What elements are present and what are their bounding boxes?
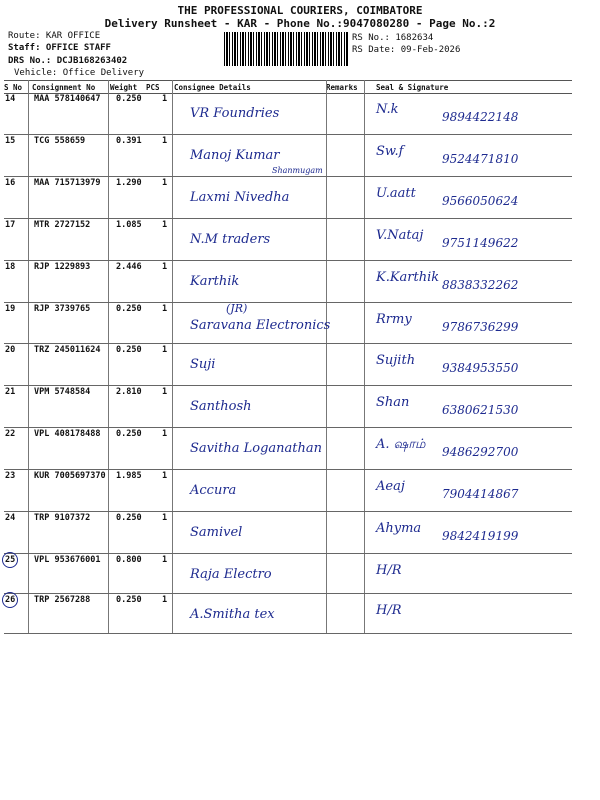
phone-handwritten: 9566050624: [442, 194, 519, 208]
signature-handwritten: V.Nataj: [376, 228, 424, 243]
signature-handwritten: N.k: [376, 102, 399, 117]
table-row: [4, 593, 572, 634]
pcs-count: 1: [162, 136, 168, 146]
serial-number: 21: [5, 387, 16, 397]
signature-handwritten: Sw.f: [376, 144, 404, 159]
consignee-handwritten: Santhosh: [190, 399, 252, 414]
phone-handwritten: 6380621530: [442, 403, 519, 417]
col-remarks: Remarks: [326, 83, 358, 92]
pcs-count: 1: [162, 387, 168, 397]
serial-number: 25: [5, 555, 16, 565]
consignee-handwritten: Laxmi Nivedha: [190, 190, 290, 205]
signature-handwritten: H/R: [376, 563, 402, 578]
signature-handwritten: A. ஷாம்: [376, 437, 426, 452]
phone-handwritten: 9842419199: [442, 529, 519, 543]
pcs-count: 1: [162, 513, 168, 523]
consignment-number: KUR 7005697370: [34, 471, 106, 481]
col-pcs: PCS: [146, 83, 160, 92]
consignment-number: TRZ 245011624: [34, 345, 101, 355]
consignee-handwritten: Suji: [190, 357, 216, 372]
vehicle-info: Vehicle: Office Delivery: [14, 68, 145, 78]
phone-handwritten: 9894422148: [442, 110, 519, 124]
weight-value: 2.810: [116, 387, 142, 397]
consignment-number: VPL 408178488: [34, 429, 101, 439]
pcs-count: 1: [162, 595, 168, 605]
serial-number: 16: [5, 178, 16, 188]
signature-handwritten: Aeaj: [376, 479, 405, 494]
consignment-number: MAA 715713979: [34, 178, 101, 188]
consignee-handwritten-note: (JR): [226, 302, 248, 315]
col-consignee: Consignee Details: [174, 83, 251, 92]
table-row: [4, 92, 572, 135]
signature-handwritten: U.aatt: [376, 186, 416, 201]
pcs-count: 1: [162, 345, 168, 355]
weight-value: 1.985: [116, 471, 142, 481]
consignee-handwritten: Raja Electro: [190, 567, 272, 582]
consignment-number: TRP 2567288: [34, 595, 91, 605]
company-title: THE PROFESSIONAL COURIERS, COIMBATORE: [177, 4, 423, 17]
consignment-number: TRP 9107372: [34, 513, 91, 523]
staff-info: Staff: OFFICE STAFF: [8, 43, 111, 53]
rs-number: RS No.: 1682634: [352, 33, 434, 43]
table-row: [4, 511, 572, 554]
weight-value: 0.250: [116, 345, 142, 355]
consignee-handwritten: Savitha Loganathan: [190, 441, 323, 456]
pcs-count: 1: [162, 94, 168, 104]
table-row: [4, 302, 572, 344]
signature-handwritten: K.Karthik: [376, 270, 440, 285]
serial-number: 22: [5, 429, 16, 439]
serial-number: 17: [5, 220, 16, 230]
consignment-number: MTR 2727152: [34, 220, 91, 230]
consignment-number: RJP 1229893: [34, 262, 91, 272]
circled-serial-mark: [2, 552, 18, 568]
consignee-handwritten: N.M traders: [190, 232, 271, 247]
weight-value: 1.085: [116, 220, 142, 230]
table-row: [4, 385, 572, 428]
weight-value: 0.250: [116, 513, 142, 523]
signature-handwritten: Ahyma: [376, 521, 422, 536]
col-consignment: Consignment No: [32, 83, 96, 92]
pcs-count: 1: [162, 429, 168, 439]
serial-number: 23: [5, 471, 16, 481]
consignment-number: TCG 558659: [34, 136, 86, 146]
phone-handwritten: 9751149622: [442, 236, 519, 250]
consignee-handwritten: A.Smitha tex: [190, 607, 275, 622]
col-sno: S No: [4, 83, 23, 92]
consignee-handwritten: VR Foundries: [190, 106, 280, 121]
consignee-handwritten: Karthik: [190, 274, 240, 289]
table-row: [4, 176, 572, 219]
consignee-handwritten: Manoj Kumar: [190, 148, 280, 163]
table-row: [4, 553, 572, 594]
pcs-count: 1: [162, 178, 168, 188]
phone-handwritten: 9524471810: [442, 152, 519, 166]
signature-handwritten: Shan: [376, 395, 410, 410]
drs-info: DRS No.: DCJB168263402: [8, 56, 128, 66]
table-row: [4, 218, 572, 261]
consignment-number: MAA 578140647: [34, 94, 101, 104]
weight-value: 0.250: [116, 94, 142, 104]
phone-handwritten: 7904414867: [442, 487, 519, 501]
consignment-number: RJP 3739765: [34, 304, 91, 314]
route-info: Route: KAR OFFICE: [8, 31, 101, 41]
weight-value: 0.800: [116, 555, 142, 565]
weight-value: 0.391: [116, 136, 142, 146]
col-signature: Seal & Signature: [376, 83, 449, 92]
weight-value: 0.250: [116, 304, 142, 314]
weight-value: 0.250: [116, 595, 142, 605]
consignee-handwritten-line2: Shanmugam: [272, 166, 323, 175]
table-row: [4, 343, 572, 386]
weight-value: 0.250: [116, 429, 142, 439]
pcs-count: 1: [162, 304, 168, 314]
pcs-count: 1: [162, 262, 168, 272]
serial-number: 24: [5, 513, 16, 523]
signature-handwritten: Rrmy: [376, 312, 412, 327]
table-row: [4, 427, 572, 470]
pcs-count: 1: [162, 471, 168, 481]
weight-value: 1.290: [116, 178, 142, 188]
signature-handwritten: Sujith: [376, 353, 416, 368]
pcs-count: 1: [162, 555, 168, 565]
phone-handwritten: 9786736299: [442, 320, 519, 334]
consignee-handwritten: Samivel: [190, 525, 243, 540]
consignment-number: VPL 953676001: [34, 555, 101, 565]
serial-number: 20: [5, 345, 16, 355]
table-row: [4, 134, 572, 177]
consignment-number: VPM 5748584: [34, 387, 91, 397]
phone-handwritten: 9384953550: [442, 361, 519, 375]
table-row: [4, 469, 572, 512]
rs-date: RS Date: 09-Feb-2026: [352, 45, 461, 55]
serial-number: 14: [5, 94, 16, 104]
consignee-handwritten: Accura: [190, 483, 237, 498]
table-row: [4, 260, 572, 303]
phone-handwritten: 9486292700: [442, 445, 519, 459]
col-weight: Weight: [110, 83, 138, 92]
runsheet-subtitle: Delivery Runsheet - KAR - Phone No.:9047080280 - Page No.:2: [104, 17, 496, 30]
serial-number: 19: [5, 304, 16, 314]
pcs-count: 1: [162, 220, 168, 230]
serial-number: 26: [5, 595, 16, 605]
signature-handwritten: H/R: [376, 603, 402, 618]
consignee-handwritten: Saravana Electronics: [190, 318, 331, 333]
barcode-image: [224, 32, 348, 66]
phone-handwritten: 8838332262: [442, 278, 519, 292]
circled-serial-mark: [2, 592, 18, 608]
weight-value: 2.446: [116, 262, 142, 272]
serial-number: 15: [5, 136, 16, 146]
serial-number: 18: [5, 262, 16, 272]
